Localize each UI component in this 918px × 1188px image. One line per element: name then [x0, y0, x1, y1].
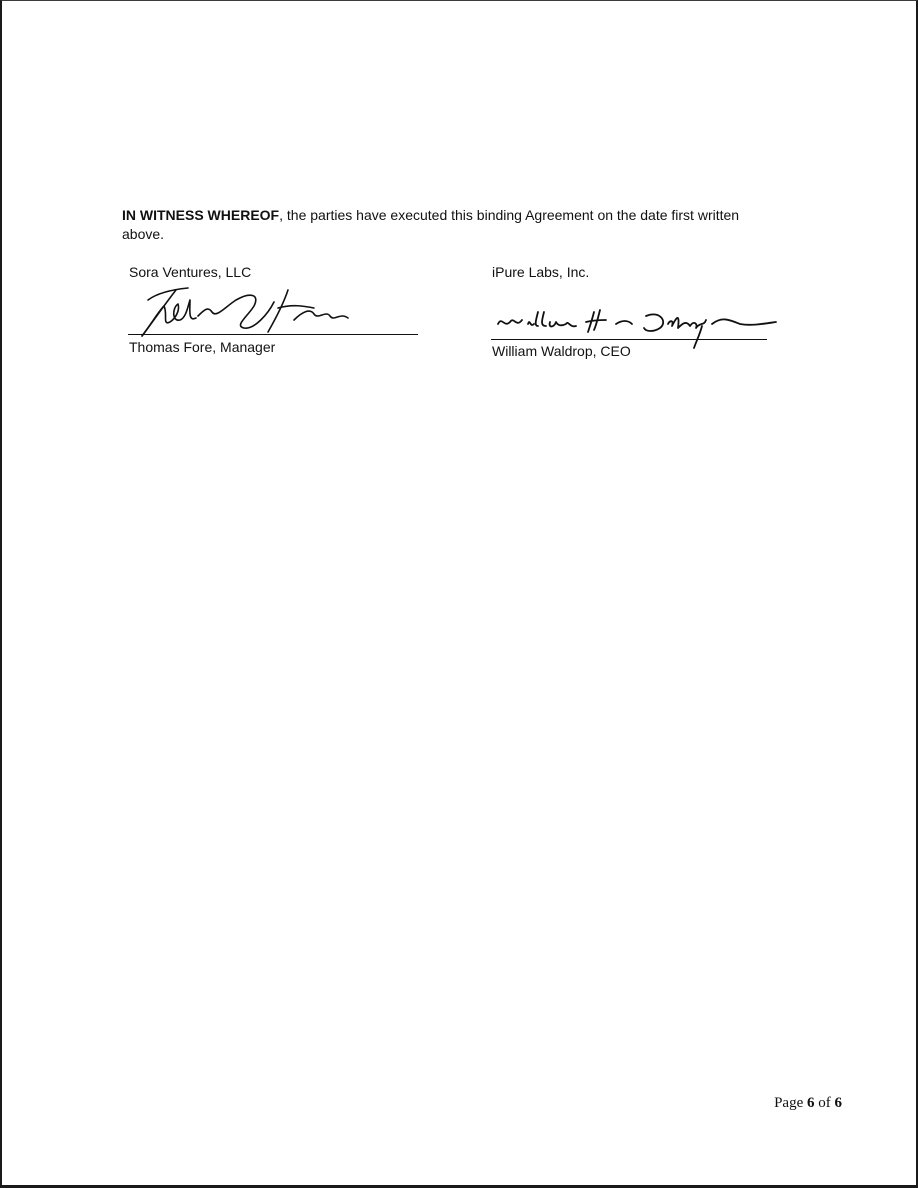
- left-signatory-name: Thomas Fore, Manager: [129, 339, 276, 355]
- page-label: Page: [774, 1095, 804, 1111]
- witness-body: , the parties have executed this binding Agreement on the date first written above.: [122, 207, 740, 242]
- page-current: 6: [807, 1095, 815, 1111]
- right-company-name: iPure Labs, Inc.: [492, 264, 590, 280]
- page-total: 6: [834, 1095, 842, 1111]
- left-signature-line: [128, 334, 418, 335]
- witness-lead: IN WITNESS WHEREOF: [122, 207, 280, 223]
- left-company-name: Sora Ventures, LLC: [129, 264, 252, 280]
- page-number: [774, 1095, 842, 1112]
- witness-clause: [122, 206, 772, 244]
- right-signature-line: [491, 339, 767, 340]
- left-signature: [128, 282, 378, 342]
- page-of: of: [818, 1095, 831, 1111]
- right-signatory-name: William Waldrop, CEO: [492, 343, 631, 359]
